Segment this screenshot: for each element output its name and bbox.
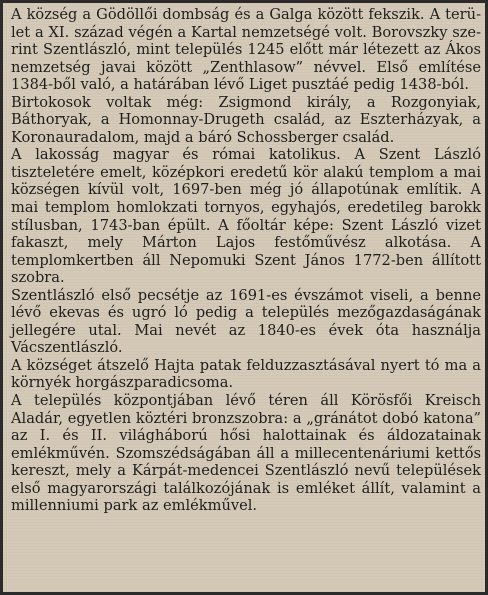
paragraph-landowners: Birtokosok voltak még: Zsigmond király, a Rozgonyiak, Báthoryak, a Homonnay-Drugeth család, az Eszterházyak, a Koronauradalom, majd a báró Schossberger család. xyxy=(11,93,481,146)
paragraph-church: A lakosság magyar és római katolikus. A Szent László tiszteletére emelt, középkori eredetű kör alakú templom a mai községen kívül volt, 1697-ben még jó állapotúnak említik. A mai templom homlokzati tornyos, egyhajós, eredetileg barokk stílusban, 1743-ban épült. A főoltár képe: Szent László vizet fakaszt, mely Márton Lajos festőművész alkotása. A templomkertben áll Nepomuki Szent János 1772-ben állított szobra. xyxy=(11,146,481,287)
article-body xyxy=(11,6,481,515)
paragraph-lake: A községet átszelő Hajta patak felduzzasztásával nyert tó ma a környék horgászparadicsoma. xyxy=(11,356,481,392)
paragraph-memorial: A település központjában lévő téren áll Körösfői Kreisch Aladár, egyetlen köztéri bronzszobra: a „gránátot dobó katona” az I. és II. világháború hősi halottainak és áldozatainak emlékművén. Szomszédságában áll a millecentenáriumi kettős kereszt, mely a Kárpát-medencei Szentlászló nevű települések első magyarországi találkozójának is emléket állít, valamint a millenniumi park az emlékművel. xyxy=(11,392,481,515)
paragraph-seal-and-name: Szentlászló első pecsétje az 1691-es évszámot viseli, a benne lévő ekevas és ugró ló pedig a település mezőgazdaságának jellegére utal. Mai nevét az 1840-es évek óta használja Vácszentlászló. xyxy=(11,286,481,357)
paragraph-location-history: A község a Gödöllői dombság és a Galga között fekszik. A terület a XI. század végén a Kartal nemzetségé volt. Borovszky szerint Szentlászló, mint település 1245 előtt már létezett az Ákos nemzetség javai között „Zenthlasow” névvel. Első említése 1384-ből való, a határában lévő Liget pusztáé pedig 1438-ból. xyxy=(11,6,481,94)
